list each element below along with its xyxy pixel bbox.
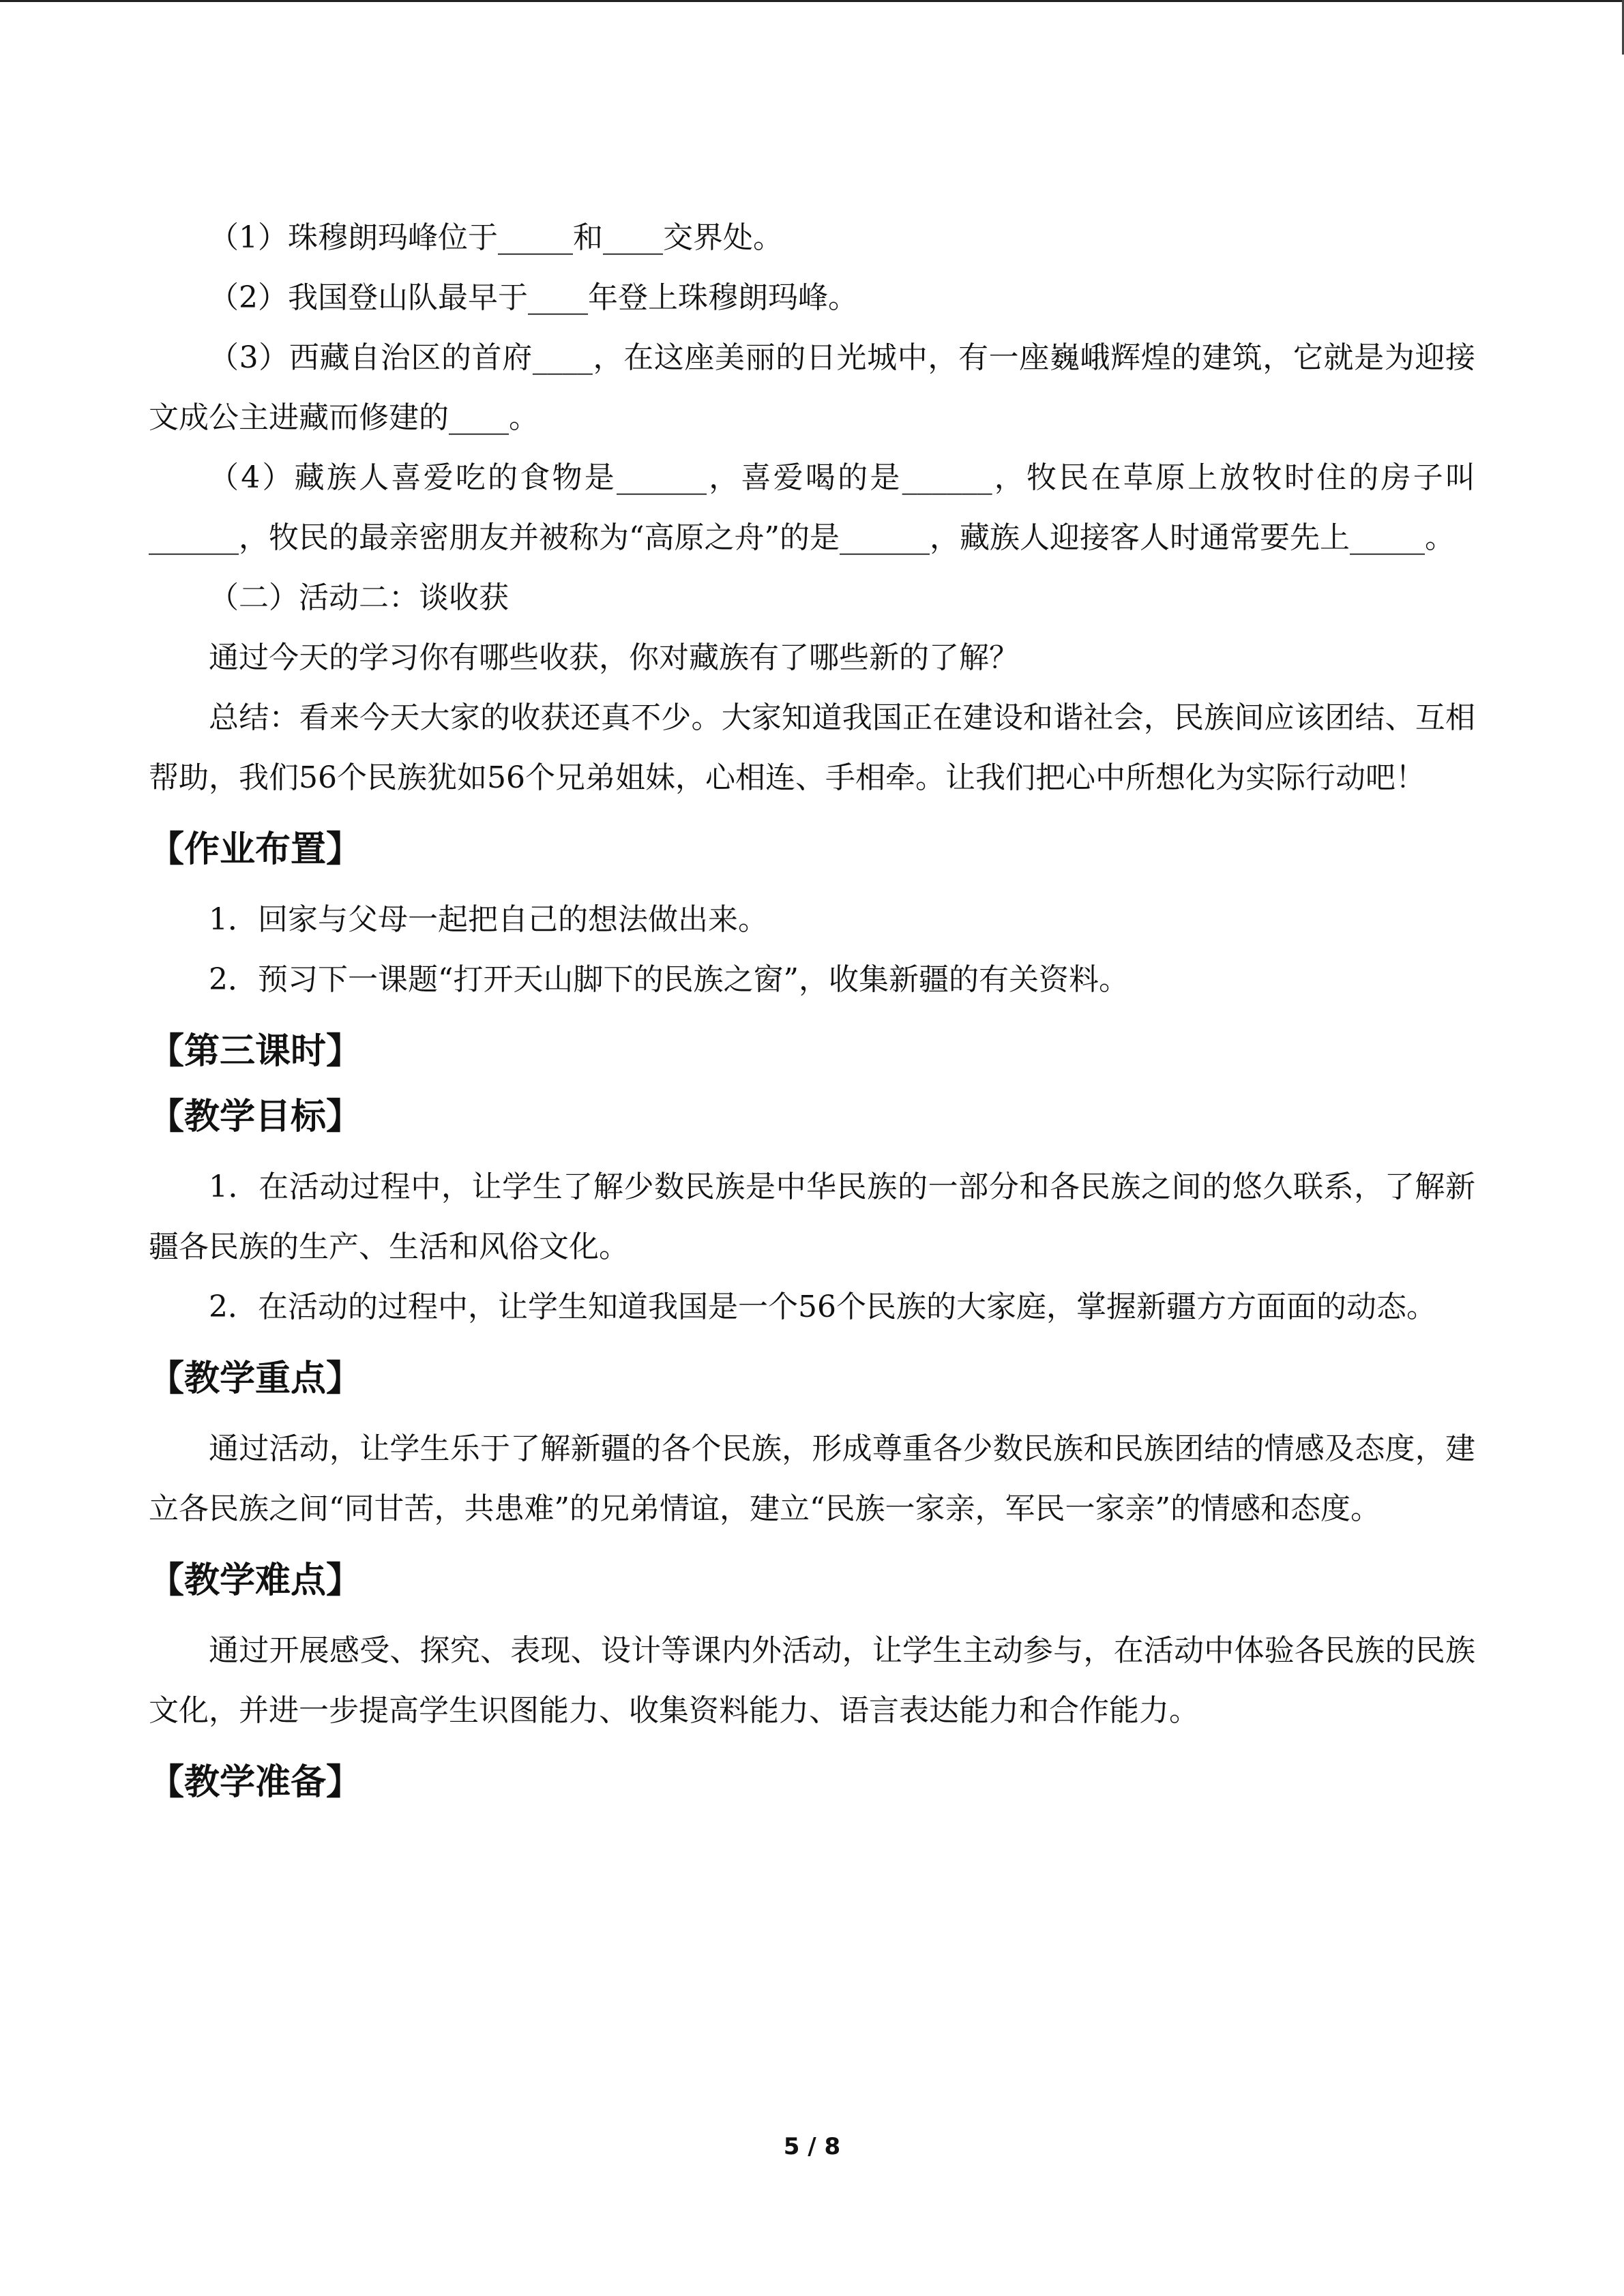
activity-2-prompt: 通过今天的学习你有哪些收获，你对藏族有了哪些新的了解？ [209,640,1019,675]
third-lesson-heading: 【第三课时】 [149,1031,362,1072]
homework-item-2: 2．预习下一课题“打开天山脚下的民族之窗”，收集新疆的有关资料。 [209,962,1129,997]
question-2: （2）我国登山队最早于____年登上珠穆朗玛峰。 [209,280,858,315]
difficulties-text: 通过开展感受、探究、表现、设计等课内外活动，让学生主动参与，在活动中体验各民族的民族文化，并进一步提高学生识图能力、收集资料能力、语言表达能力和合作能力。 [149,1633,1475,1728]
objective-item-1: 1．在活动过程中，让学生了解少数民族是中华民族的一部分和各民族之间的悠久联系，了解新疆各民族的生产、生活和风俗文化。 [149,1169,1475,1264]
document-body [149,208,1475,1823]
homework-heading: 【作业布置】 [149,829,362,870]
question-3: （3）西藏自治区的首府____，在这座美丽的日光城中，有一座巍峨辉煌的建筑，它就是为迎接文成公主进藏而修建的____。 [149,340,1475,435]
question-4: （4）藏族人喜爱吃的食物是______，喜爱喝的是______，牧民在草原上放牧时住的房子叫______，牧民的最亲密朋友并被称为“高原之舟”的是______，藏族人迎接客人时通常要先上_____。 [149,460,1475,555]
page-number: 5 / 8 [783,2133,841,2160]
key-points-heading: 【教学重点】 [149,1358,362,1399]
activity-2-title: （二）活动二：谈收获 [209,580,509,615]
summary-paragraph: 总结：看来今天大家的收获还真不少。大家知道我国正在建设和谐社会，民族间应该团结、互相帮助，我们56个民族犹如56个兄弟姐妹，心相连、手相牵。让我们把心中所想化为实际行动吧！ [149,700,1475,795]
question-1: （1）珠穆朗玛峰位于_____和____交界处。 [209,220,783,255]
difficulties-heading: 【教学难点】 [149,1560,362,1601]
top-border-line [0,0,1624,2]
key-points-text: 通过活动，让学生乐于了解新疆的各个民族，形成尊重各少数民族和民族团结的情感及态度，建立各民族之间“同甘苦，共患难”的兄弟情谊，建立“民族一家亲，军民一家亲”的情感和态度。 [149,1431,1475,1526]
preparation-heading: 【教学准备】 [149,1762,362,1803]
objective-item-2: 2．在活动的过程中，让学生知道我国是一个56个民族的大家庭，掌握新疆方方面面的动态。 [209,1289,1436,1324]
homework-item-1: 1．回家与父母一起把自己的想法做出来。 [209,902,768,937]
objectives-heading: 【教学目标】 [149,1097,362,1137]
